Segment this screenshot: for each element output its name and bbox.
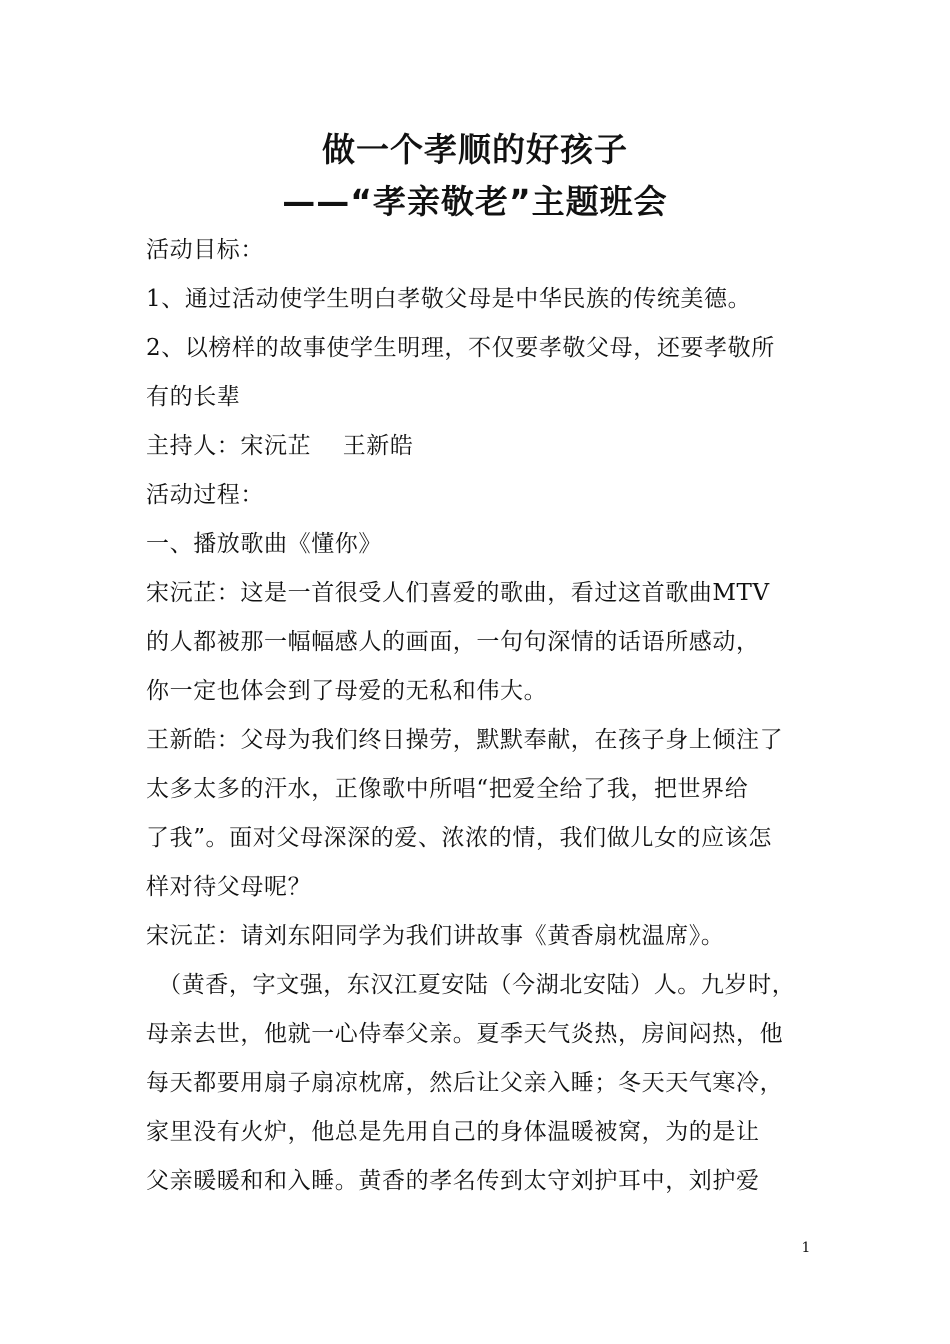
text-line: 有的长辈 bbox=[146, 384, 241, 410]
page-number: 1 bbox=[801, 1240, 811, 1256]
text-line: 样对待父母呢？ bbox=[146, 874, 312, 900]
text-line: 主持人：宋沅芷 王新皓 bbox=[146, 433, 414, 459]
text-line: 你一定也体会到了母爱的无私和伟大。 bbox=[146, 678, 548, 704]
page-title: 做一个孝顺的好孩子 bbox=[322, 130, 628, 169]
text-line: 活动过程： bbox=[146, 482, 264, 508]
document-body bbox=[146, 226, 812, 1206]
text-line: 2、以榜样的故事使学生明理，不仅要孝敬父母，还要孝敬所 bbox=[146, 335, 775, 361]
page-subtitle: ——“孝亲敬老”主题班会 bbox=[282, 182, 668, 221]
text-line: 宋沅芷：这是一首很受人们喜爱的歌曲，看过这首歌曲MTV bbox=[146, 580, 770, 606]
text-line: 一、播放歌曲《懂你》 bbox=[146, 531, 382, 557]
text-line: 宋沅芷：请刘东阳同学为我们讲故事《黄香扇枕温席》。 bbox=[146, 923, 725, 949]
text-line: 每天都要用扇子扇凉枕席，然后让父亲入睡；冬天天气寒冷， bbox=[146, 1070, 784, 1096]
text-line: 太多太多的汗水，正像歌中所唱“把爱全给了我，把世界给 bbox=[146, 776, 749, 802]
text-line: 1、通过活动使学生明白孝敬父母是中华民族的传统美德。 bbox=[146, 286, 752, 312]
text-line: （黄香，字文强，东汉江夏安陆（今湖北安陆）人。九岁时， bbox=[146, 972, 796, 998]
text-line: 父亲暖暖和和入睡。黄香的孝名传到太守刘护耳中，刘护爱 bbox=[146, 1168, 760, 1194]
text-line: 活动目标： bbox=[146, 237, 264, 263]
text-line: 母亲去世，他就一心侍奉父亲。夏季天气炎热，房间闷热，他 bbox=[146, 1021, 784, 1047]
text-line: 了我”。面对父母深深的爱、浓浓的情，我们做儿女的应该怎 bbox=[146, 825, 772, 851]
text-line: 的人都被那一幅幅感人的画面，一句句深情的话语所感动， bbox=[146, 629, 760, 655]
text-line: 家里没有火炉，他总是先用自己的身体温暖被窝，为的是让 bbox=[146, 1119, 760, 1145]
text-line: 王新皓：父母为我们终日操劳，默默奉献，在孩子身上倾注了 bbox=[146, 727, 784, 753]
